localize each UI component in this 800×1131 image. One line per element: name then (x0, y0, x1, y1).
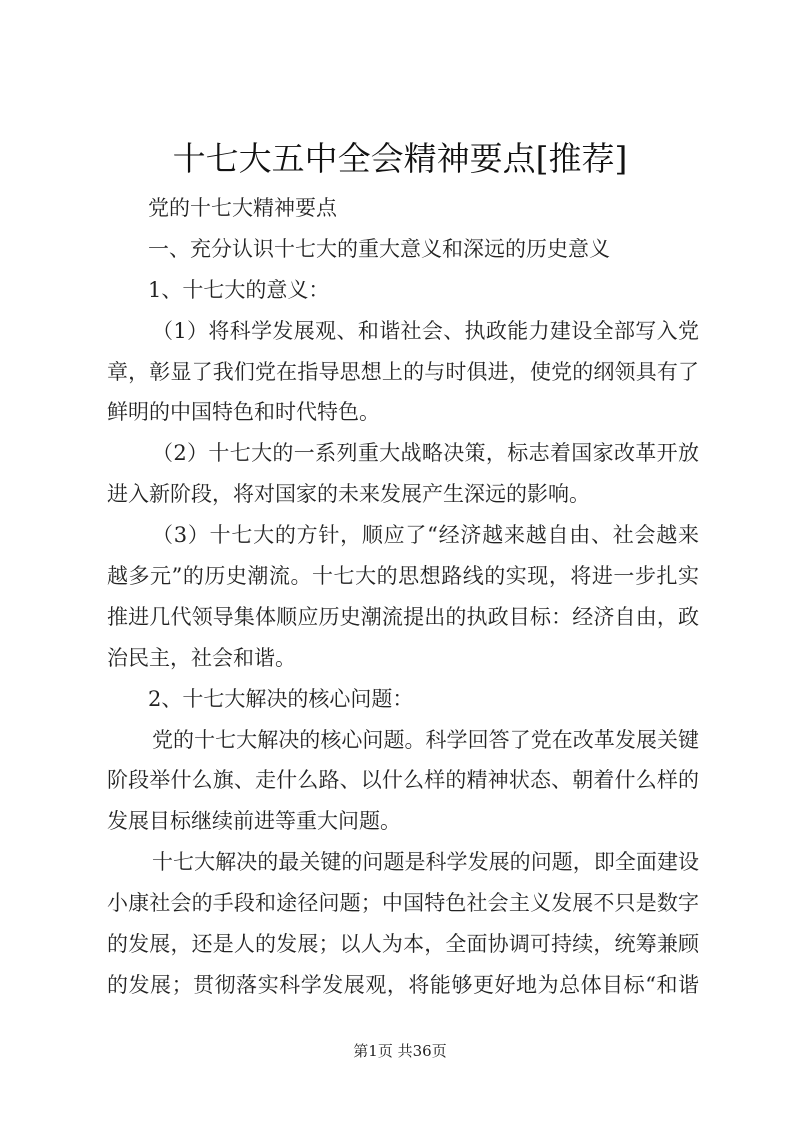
text-line: 2、十七大解决的核心问题： (148, 686, 414, 711)
text-line: （1）将科学发展观、和谐社会、执政能力建设全部写入党 (152, 318, 699, 343)
text-line: 进入新阶段，将对国家的未来发展产生深远的影响。 (107, 482, 590, 507)
document-body (107, 188, 699, 1006)
text-line: 党的十七大解决的核心问题。科学回答了党在改革发展关键 (152, 727, 699, 752)
text-line: 越多元”的历史潮流。十七大的思想路线的实现，将进一步扎实 (107, 564, 699, 589)
text-line: 发展目标继续前进等重大问题。 (107, 809, 401, 834)
text-line: 一、充分认识十七大的重大意义和深远的历史意义 (148, 236, 610, 261)
text-line: （2）十七大的一系列重大战略决策，标志着国家改革开放 (152, 441, 699, 466)
text-line: 1、十七大的意义： (148, 277, 330, 302)
text-line: 推进几代领导集体顺应历史潮流提出的执政目标：经济自由，政 (107, 604, 699, 629)
text-line: 十七大解决的最关键的问题是科学发展的问题，即全面建设 (152, 850, 699, 875)
text-line: 章，彰显了我们党在指导思想上的与时俱进，使党的纲领具有了 (107, 359, 699, 384)
text-line: 阶段举什么旗、走什么路、以什么样的精神状态、朝着什么样的 (107, 768, 699, 793)
text-line: （3）十七大的方针，顺应了“经济越来越自由、社会越来 (152, 523, 699, 548)
page-footer: 第1页 共36页 (353, 1042, 447, 1060)
text-line: 的发展；贯彻落实科学发展观，将能够更好地为总体目标“和谐 (107, 972, 699, 997)
text-line: 的发展，还是人的发展；以人为本，全面协调可持续，统筹兼顾 (107, 932, 699, 957)
text-line: 党的十七大精神要点 (148, 196, 337, 220)
text-line: 治民主，社会和谐。 (107, 645, 296, 670)
text-line: 鲜明的中国特色和时代特色。 (107, 400, 380, 425)
text-line: 小康社会的手段和途径问题；中国特色社会主义发展不只是数字 (107, 891, 699, 916)
document-title: 十七大五中全会精神要点[推荐] (172, 139, 628, 178)
